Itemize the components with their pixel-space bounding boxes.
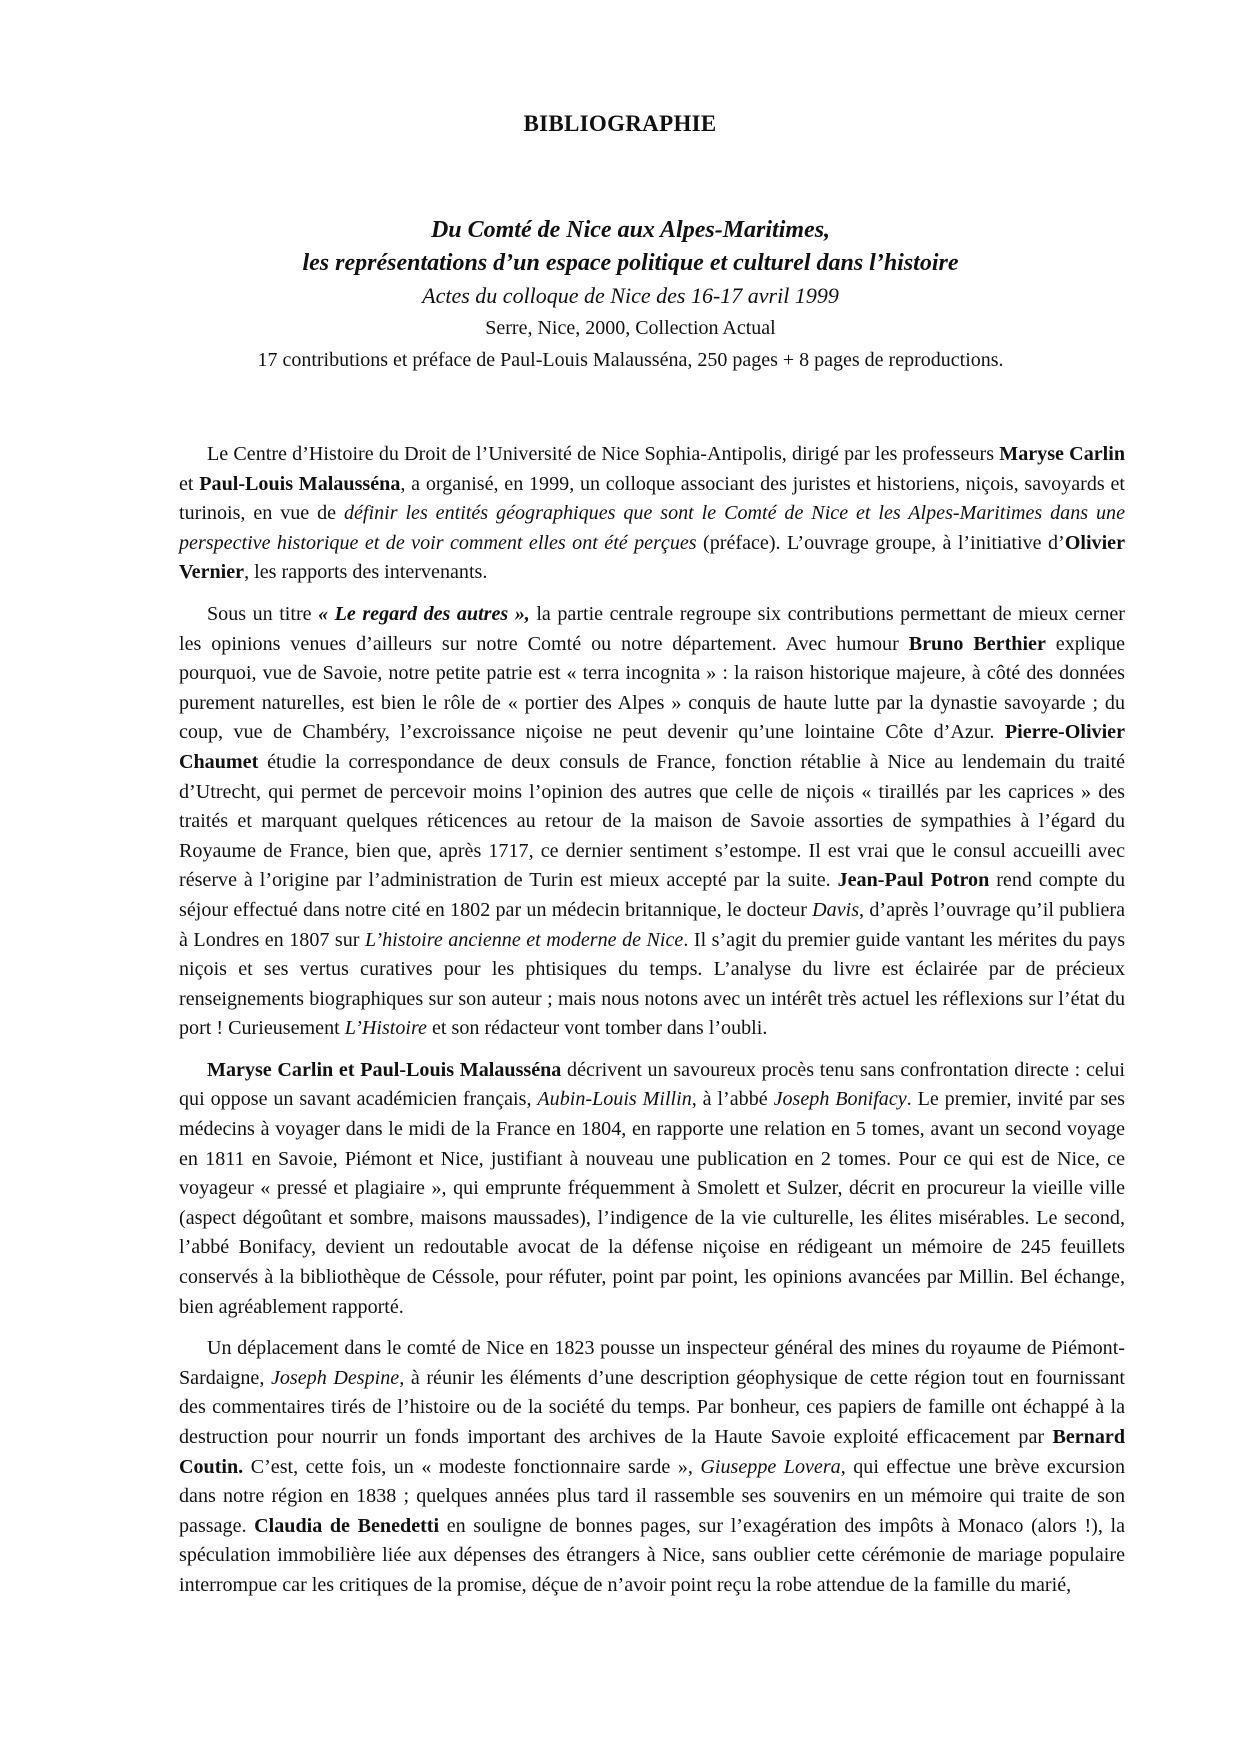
- paragraph-2: [179, 600, 1125, 1044]
- author-name: Bernard Coutin.: [179, 1426, 1125, 1478]
- book-subtitle: Actes du colloque de Nice des 16-17 avril 1999: [422, 283, 839, 308]
- text: , à l’abbé: [691, 1088, 774, 1111]
- text: explique pourquoi, vue de Savoie, notre petite patrie est « terra incognita » : la raison historique majeure, à côté des données purement naturelles, est bien le rôle de « portier des Alpes » conquis de haute lutte par la dynastie savoyarde ; du coup, vue de Chambéry, l’excroissance niçoise ne peut devenir qu’une lointaine Côte d’Azur.: [179, 632, 1125, 744]
- page-title: BIBLIOGRAPHIE: [523, 111, 717, 136]
- text: décrivent un savoureux procès tenu sans confrontation directe : celui qui oppose un savant académicien français,: [179, 1058, 1125, 1111]
- text: C’est, cette fois, un « modeste fonctionnaire sarde »,: [243, 1455, 701, 1478]
- review-body: [179, 440, 1125, 1613]
- text: Sous un titre: [207, 602, 319, 625]
- person-name: Joseph Despine,: [270, 1366, 405, 1389]
- text: . Il s’agit du premier guide vantant les mérites du pays niçois et ses vertus curatives pour les phtisiques du temps. L’analyse du livre est éclairée par de précieux renseignements biographiques sur son auteur ; mais nous notons avec un intérêt très actuel les réflexions sur l’état du port ! Curieusement: [179, 928, 1126, 1040]
- person-name: Joseph Bonifacy: [773, 1088, 907, 1111]
- book-title-line-2: les représentations d’un espace politique et culturel dans l’histoire: [302, 250, 959, 276]
- text: et: [179, 472, 200, 495]
- text: . Le premier, invité par ses médecins à voyager dans le midi de la France en 1804, en rapporte une relation en 5 tomes, avant un second voyage en 1811 en Savoie, Piémont et Nice, justifiant à nouveau une publication en 2 tomes. Pour ce qui est de Nice, ce voyageur « pressé et plagiaire », qui emprunte fréquemment à Smolett et Sulzer, décrit en procureur la vieille ville (aspect dégoûtant et sombre, maisons maussades), l’indigence de la vie culturelle, les élites misérables. Le second, l’abbé Bonifacy, devient un redoutable avocat de la défense niçoise en rédigeant un mémoire de 245 feuillets conservés à la bibliothèque de Céssole, pour réfuter, point par point, les opinions avancées par Millin. Bel échange, bien agréablement rapporté.: [179, 1088, 1125, 1318]
- section-title: « Le regard des autres »,: [318, 602, 530, 625]
- text: à réunir les éléments d’une description géophysique de cette région tout en fournissant des commentaires tirés de l’histoire ou de la société du temps. Par bonheur, ces papiers de famille ont échappé à la destruction pour nourrir un fonds important des archives de la Haute Savoie exploité efficacement par: [179, 1366, 1125, 1448]
- author-name: Maryse Carlin: [999, 443, 1125, 465]
- paragraph-1: [179, 440, 1125, 588]
- text: (préface). L’ouvrage groupe, à l’initiative d’: [696, 531, 1065, 554]
- text: Le Centre d’Histoire du Droit de l’Université de Nice Sophia-Antipolis, dirigé par les professeurs: [207, 443, 1000, 465]
- text: la partie centrale regroupe six contributions permettant de mieux cerner les opinions venues d’ailleurs sur notre Comté ou notre département. Avec humour: [179, 602, 1125, 655]
- author-name: Claudia de Benedetti: [254, 1514, 440, 1537]
- text: , les rapports des intervenants.: [244, 561, 488, 584]
- text: , a organisé, en 1999, un colloque associant des juristes et historiens, niçois, savoyards et turinois, en vue de: [179, 472, 1125, 525]
- paragraph-4: [179, 1334, 1125, 1600]
- person-name: Davis: [812, 898, 860, 921]
- text: Un déplacement dans le comté de Nice en 1823 pousse un inspecteur général des mines du royaume de Piémont-Sardaigne,: [179, 1337, 1125, 1389]
- author-name: Pierre-Olivier Chaumet: [179, 721, 1125, 773]
- text: , d’après l’ouvrage qu’il publiera à Londres en 1807 sur: [179, 898, 1126, 951]
- book-details: 17 contributions et préface de Paul-Louis Malausséna, 250 pages + 8 pages de reproductions.: [257, 349, 1004, 371]
- text: et son rédacteur vont tomber dans l’oubli.: [426, 1017, 768, 1040]
- person-name: Aubin-Louis Millin: [537, 1088, 692, 1111]
- text: en souligne de bonnes pages, sur l’exagération des impôts à Monaco (alors !), la spéculation immobilière liée aux dépenses des étrangers à Nice, sans oublier cette cérémonie de mariage populaire interrompue car les critiques de la promise, déçue de n’avoir point reçu la robe attendue de la famille du marié,: [179, 1514, 1125, 1596]
- person-name: Giuseppe Lovera: [700, 1455, 841, 1478]
- text: étudie la correspondance de deux consuls de France, fonction rétablie à Nice au lendemain du traité d’Utrecht, qui permet de percevoir moins l’opinion des autres que celle de niçois « tiraillés par les caprices » des traités et marquant quelques réticences au retour de la maison de Savoie assorties de sympathies à l’égard du Royaume de France, bien que, après 1717, ce dernier sentiment s’estompe. Il est vrai que le consul accueilli avec réserve à l’origine par l’administration de Turin est mieux accepté par la suite.: [179, 750, 1125, 892]
- author-name: Jean-Paul Potron: [837, 869, 990, 892]
- work-title: L’histoire ancienne et moderne de Nice: [364, 928, 684, 951]
- book-title-line-1: Du Comté de Nice aux Alpes-Maritimes,: [430, 217, 831, 243]
- quotation: définir les entités géographiques que sont le Comté de Nice et les Alpes-Maritimes dans une perspective historique et de voir comment elles ont été perçues: [179, 502, 1125, 554]
- paragraph-3: [179, 1056, 1125, 1322]
- text: , qui effectue une brève excursion dans notre région en 1838 ; quelques années plus tard il rassemble ses souvenirs en un mémoire qui traite de son passage.: [179, 1455, 1125, 1537]
- book-publisher: Serre, Nice, 2000, Collection Actual: [485, 317, 776, 339]
- author-name: Paul-Louis Malausséna: [199, 472, 401, 495]
- book-reference: [178, 214, 1083, 376]
- author-name: Bruno Berthier: [908, 632, 1046, 655]
- text: rend compte du séjour effectué dans notre cité en 1802 par un médecin britannique, le docteur: [179, 869, 1125, 921]
- author-name: Olivier Vernier: [179, 531, 1125, 584]
- work-title: L’Histoire: [344, 1017, 427, 1040]
- author-name: Maryse Carlin et Paul-Louis Malausséna: [207, 1058, 562, 1081]
